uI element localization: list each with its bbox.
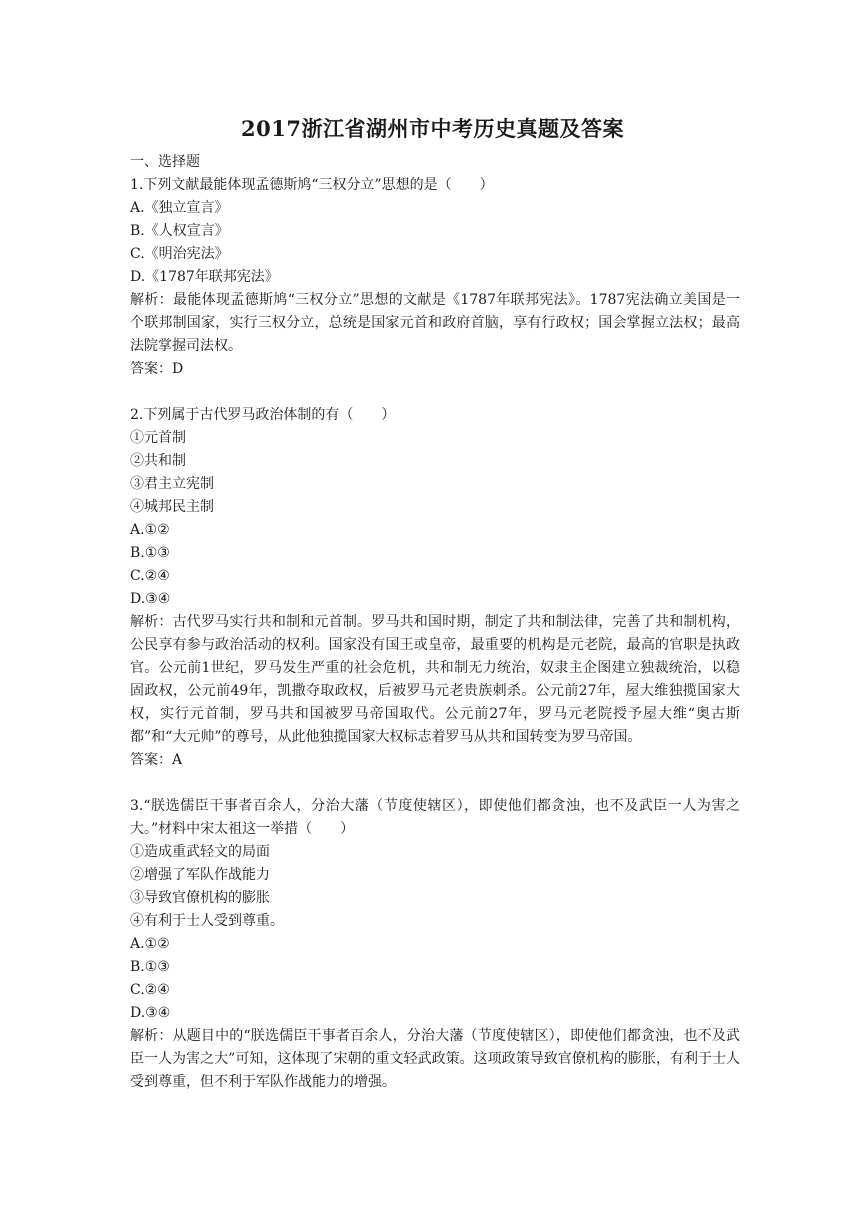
question-2-item-1: ①元首制 (130, 430, 186, 446)
spacer (130, 381, 740, 404)
spacer (130, 772, 740, 795)
question-3-item-1: ①造成重武轻文的局面 (130, 844, 270, 860)
question-2-option-b: B.①③ (130, 545, 170, 561)
question-1-option-b: B.《人权宣言》 (130, 223, 229, 239)
question-2-analysis: 解析：古代罗马实行共和制和元首制。罗马共和国时期，制定了共和制法律，完善了共和制机构，公民享有参与政治活动的权利。国家没有国王或皇帝，最重要的机构是元老院，最高的官职是执政官。公元前1世纪，罗马发生严重的社会危机，共和制无力统治，奴隶主企图建立独裁统治，以稳固政权，公元前49年，凯撒夺取政权，后被罗马元老贵族刺杀。公元前27年，屋大维独揽国家大权，实行元首制，罗马共和国被罗马帝国取代。公元前27年，罗马元老院授予屋大维“奥古斯都”和“大元帅”的尊号，从此他独揽国家大权标志着罗马从共和国转变为罗马帝国。 (130, 614, 740, 745)
question-2-item-4: ④城邦民主制 (130, 499, 214, 515)
question-1-option-a: A.《独立宣言》 (130, 200, 229, 216)
question-3-option-b: B.①③ (130, 959, 170, 975)
question-2-option-a: A.①② (130, 522, 170, 538)
question-1-option-d: D.《1787年联邦宪法》 (130, 269, 279, 285)
question-2-answer: 答案：A (130, 752, 183, 768)
question-3-analysis: 解析：从题目中的“朕选儒臣干事者百余人，分治大藩（节度使辖区），即使他们都贪浊，也不及武臣一人为害之大”可知，这体现了宋朝的重文轻武政策。这项政策导致官僚机构的膨胀，有利于士人受到尊重，但不利于军队作战能力的增强。 (130, 1028, 740, 1090)
question-2-option-d: D.③④ (130, 591, 171, 607)
question-3-option-a: A.①② (130, 936, 170, 952)
question-2-item-3: ③君主立宪制 (130, 476, 214, 492)
document-body (130, 151, 740, 1094)
section-heading: 一、选择题 (130, 154, 200, 170)
question-2-stem: 2.下列属于古代罗马政治体制的有（ ） (130, 407, 396, 423)
question-3-option-d: D.③④ (130, 1005, 171, 1021)
question-2-option-c: C.②④ (130, 568, 170, 584)
question-1-stem: 1.下列文献最能体现孟德斯鸠“三权分立”思想的是（ ） (130, 177, 494, 193)
question-2-item-2: ②共和制 (130, 453, 186, 469)
question-3-stem: 3.“朕选儒臣干事者百余人，分治大藩（节度使辖区），即使他们都贪浊，也不及武臣一人为害之大。”材料中宋太祖这一举措（ ） (130, 798, 740, 837)
question-3-item-4: ④有利于士人受到尊重。 (130, 913, 284, 929)
question-1-analysis: 解析：最能体现孟德斯鸠“三权分立”思想的文献是《1787年联邦宪法》。1787宪法确立美国是一个联邦制国家，实行三权分立，总统是国家元首和政府首脑，享有行政权；国会掌握立法权；最高法院掌握司法权。 (130, 292, 740, 354)
question-1-answer: 答案：D (130, 361, 184, 377)
document-title: 2017浙江省湖州市中考历史真题及答案 (241, 116, 624, 141)
question-3-option-c: C.②④ (130, 982, 170, 998)
question-1-option-c: C.《明治宪法》 (130, 246, 229, 262)
question-3-item-2: ②增强了军队作战能力 (130, 867, 270, 883)
question-3-item-3: ③导致官僚机构的膨胀 (130, 890, 270, 906)
